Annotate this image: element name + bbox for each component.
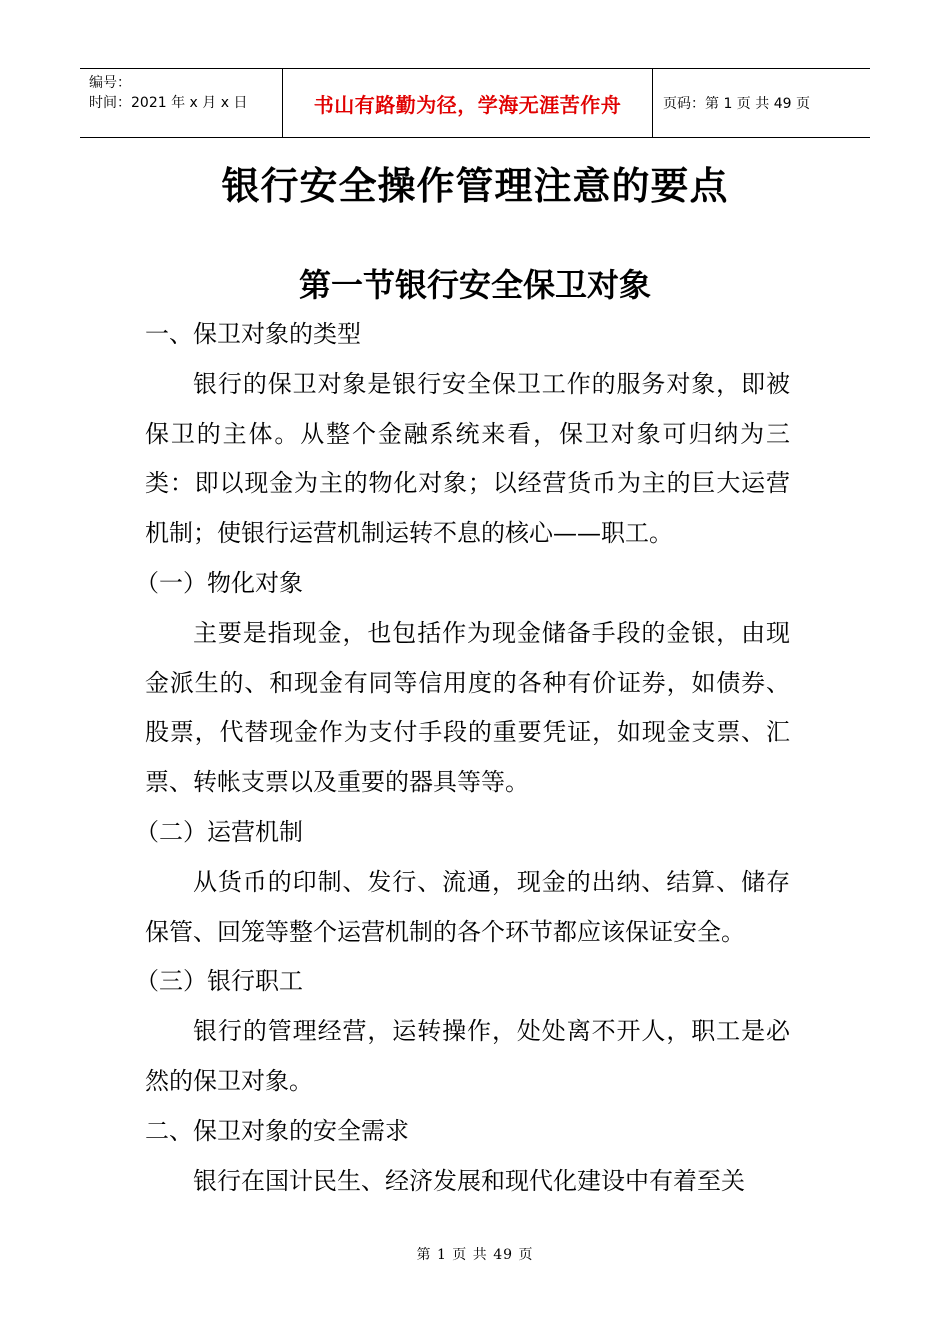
date-label: 时间：2021 年 x 月 x 日 (89, 95, 248, 111)
document-title: 银行安全操作管理注意的要点 (221, 164, 729, 208)
header-meta (80, 69, 282, 137)
serial-label: 编号： (89, 75, 131, 91)
heading-2: 二、保卫对象的安全需求 (145, 1116, 409, 1145)
body-paragraph: 银行的管理经营，运转操作，处处离不开人，职工是必然的保卫对象。 (145, 1017, 790, 1095)
body-paragraph: 银行在国计民生、经济发展和现代化建设中有着至关 (193, 1166, 745, 1195)
document-header (80, 68, 870, 138)
header-motto: 书山有路勤为径，学海无涯苦作舟 (313, 92, 622, 117)
document-body (135, 310, 790, 1206)
subheading-3: （三）银行职工 (135, 967, 303, 996)
subheading-1: （一）物化对象 (135, 568, 303, 597)
header-page-info: 页码：第 1 页 共 49 页 (663, 96, 810, 112)
subheading-2: （二）运营机制 (135, 817, 303, 846)
section-title: 第一节银行安全保卫对象 (298, 266, 651, 304)
header-motto-cell (282, 69, 653, 137)
page-footer: 第 1 页 共 49 页 (416, 1247, 534, 1263)
heading-1: 一、保卫对象的类型 (145, 320, 361, 348)
body-paragraph: 主要是指现金，也包括作为现金储备手段的金银，由现金派生的、和现金有同等信用度的各种有价证券，如债券、股票，代替现金作为支付手段的重要凭证，如现金支票、汇票、转帐支票以及重要的器具等等。 (145, 618, 790, 797)
body-paragraph: 从货币的印制、发行、流通，现金的出纳、结算、储存保管、回笼等整个运营机制的各个环节都应该保证安全。 (145, 867, 790, 946)
body-paragraph: 银行的保卫对象是银行安全保卫工作的服务对象，即被保卫的主体。从整个金融系统来看，保卫对象可归纳为三类：即以现金为主的物化对象；以经营货币为主的巨大运营机制；使银行运营机制运转不息的核心——职工。 (145, 369, 790, 548)
